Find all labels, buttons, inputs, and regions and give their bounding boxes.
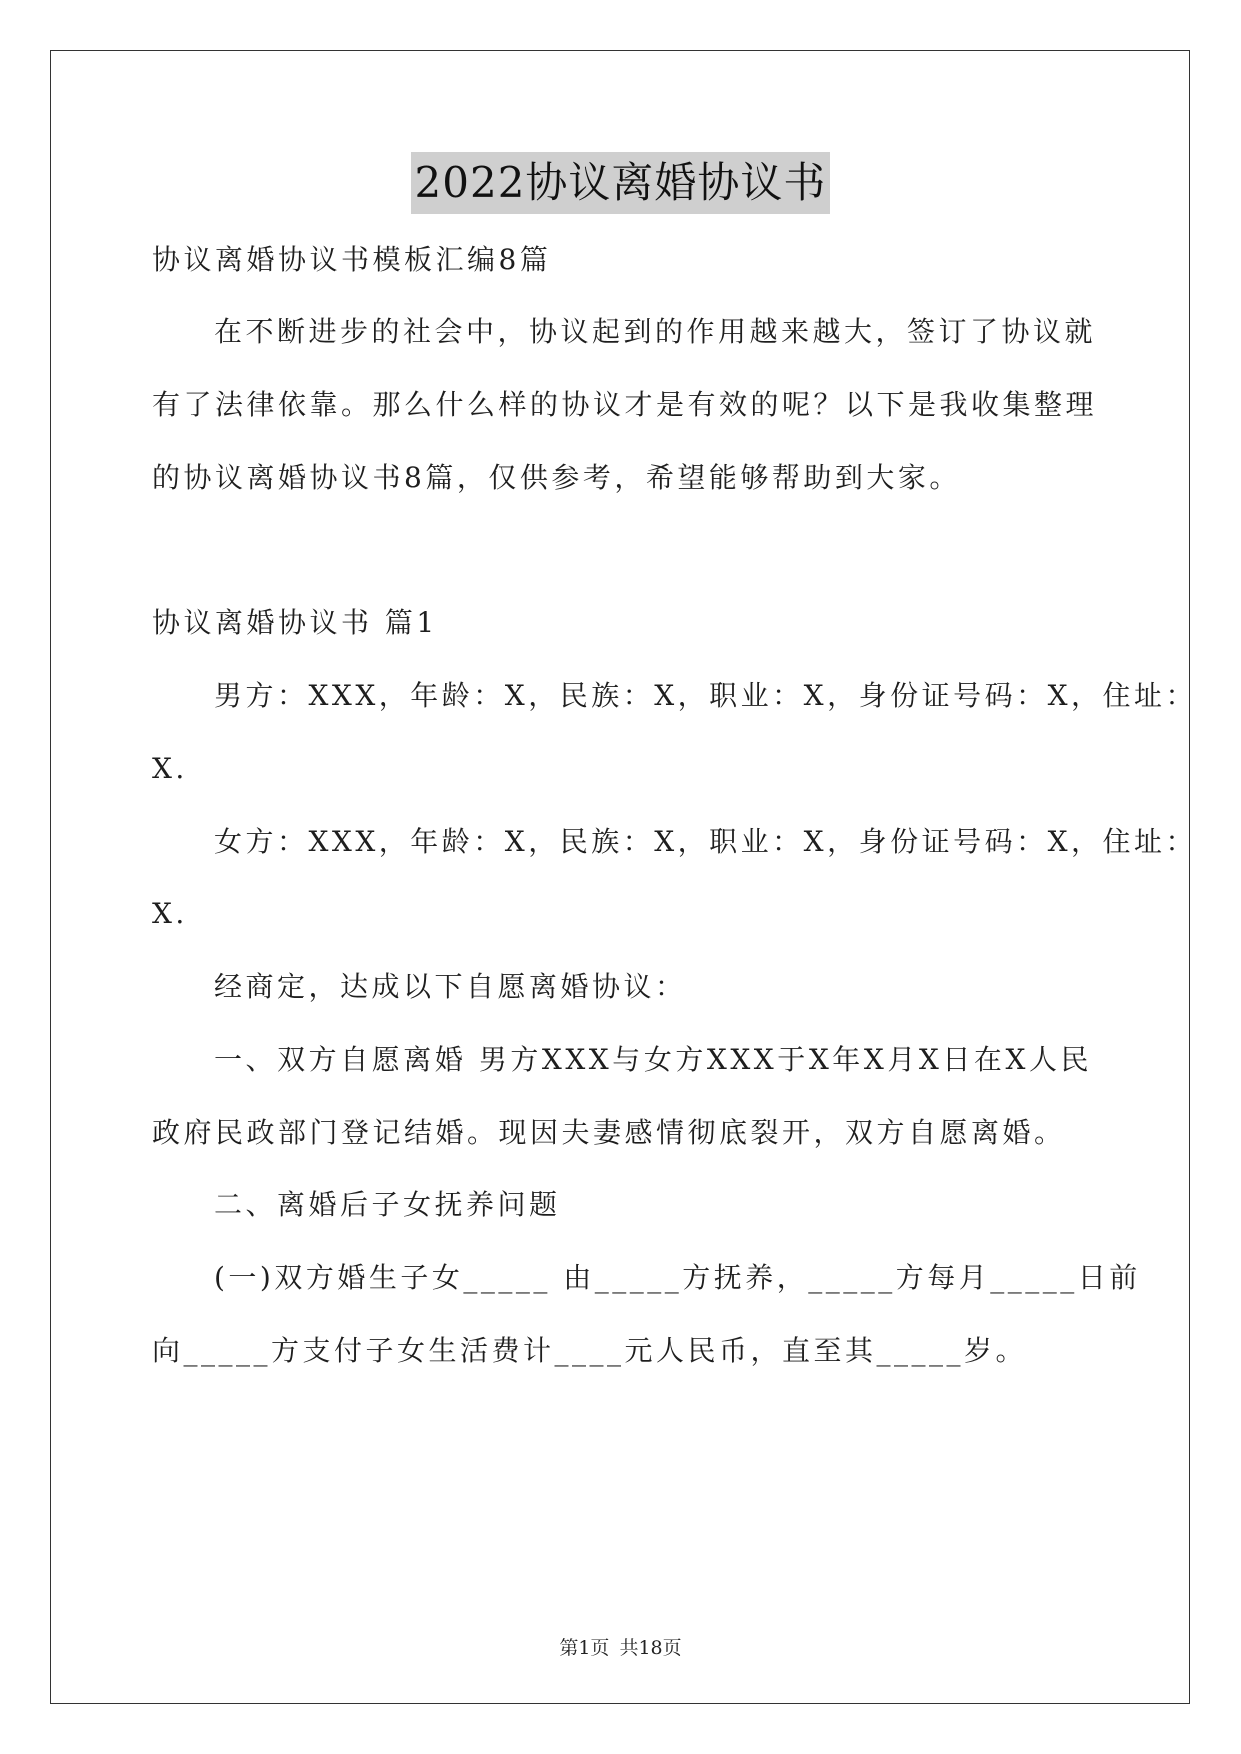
clause-two-heading: 二、离婚后子女抚养问题 — [214, 1188, 561, 1221]
female-party-line-1: 女方：XXX，年龄：X，民族：X，职业：X，身份证号码：X，住址： — [214, 825, 1198, 858]
intro-line-2: 有了法律依靠。那么什么样的协议才是有效的呢？以下是我收集整理 — [152, 388, 1098, 421]
page-border — [50, 50, 1198, 1704]
intro-line-3: 的协议离婚协议书8篇，仅供参考，希望能够帮助到大家。 — [152, 461, 961, 494]
male-party-line-1: 男方：XXX，年龄：X，民族：X，职业：X，身份证号码：X，住址： — [214, 679, 1198, 712]
clause-two-item-one-line-1: (一)双方婚生子女_____ 由_____方抚养，_____方每月_____日前 — [214, 1261, 1141, 1294]
page-total: 共18页 — [619, 1637, 682, 1659]
clause-one-line-1: 一、双方自愿离婚 男方XXX与女方XXX于X年X月X日在X人民 — [214, 1043, 1092, 1076]
title-container — [0, 152, 1241, 214]
document-title: 2022协议离婚协议书 — [411, 152, 831, 214]
intro-line-1: 在不断进步的社会中，协议起到的作用越来越大，签订了协议就 — [214, 315, 1097, 348]
agreement-intro: 经商定，达成以下自愿离婚协议： — [214, 970, 687, 1003]
page-footer — [0, 1636, 1241, 1660]
clause-two-item-one-line-2: 向_____方支付子女生活费计____元人民币，直至其_____岁。 — [152, 1334, 1028, 1367]
clause-one-line-2: 政府民政部门登记结婚。现因夫妻感情彻底裂开，双方自愿离婚。 — [152, 1116, 1066, 1149]
section-heading: 协议离婚协议书 篇1 — [152, 606, 438, 639]
page-number: 第1页 — [559, 1637, 610, 1659]
document-subtitle: 协议离婚协议书模板汇编8篇 — [152, 243, 552, 276]
female-party-line-2: X. — [152, 897, 188, 930]
male-party-line-2: X. — [152, 752, 188, 785]
